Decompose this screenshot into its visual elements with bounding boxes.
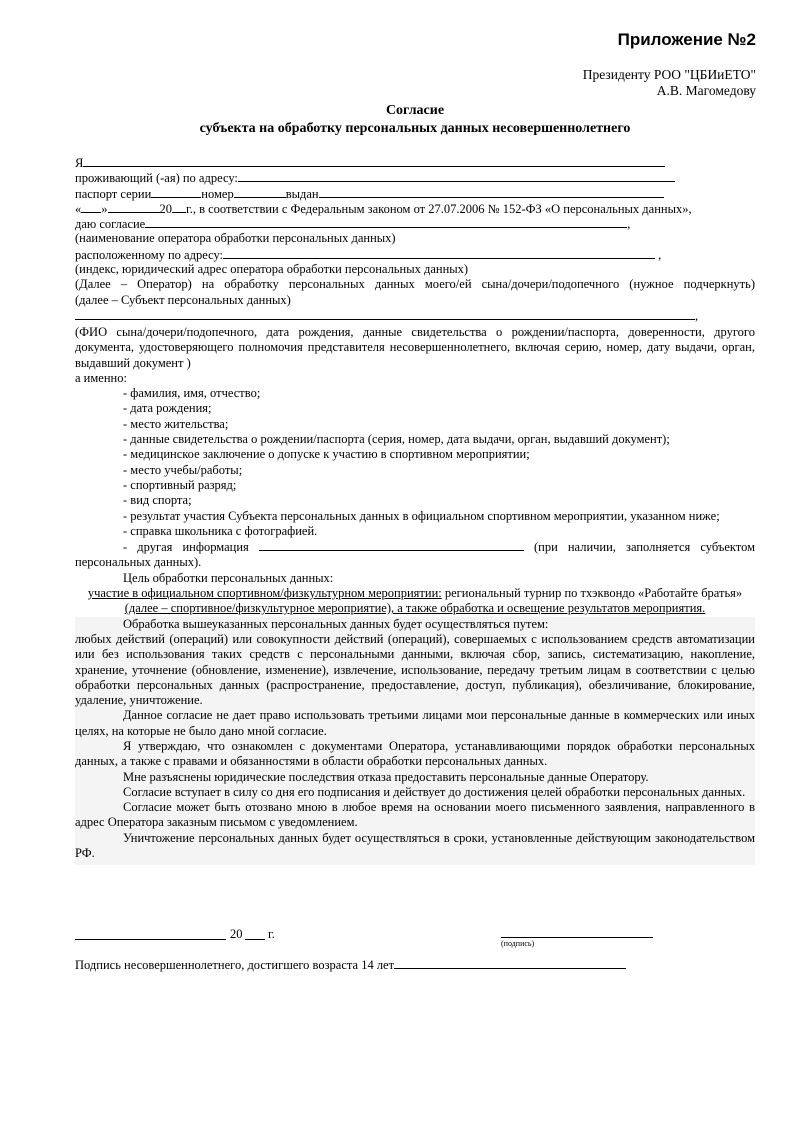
minor-signature-blank[interactable] xyxy=(394,957,626,969)
child-info-row: , xyxy=(75,308,755,325)
acquainted-statement: Я утверждаю, что ознакомлен с документами Оператора, устанавливающими порядок обработки персональных данных, а также с правами и обязанностями в области обработки персональных данных. xyxy=(75,738,755,769)
appendix-label: Приложение №2 xyxy=(617,30,756,49)
date-law-row: « » 20 г., в соответствии с Федеральным законом от 27.07.2006 № 152-ФЗ «О персональных данных», xyxy=(75,201,692,216)
signature-caption: (подпись) xyxy=(501,939,535,948)
revocation-statement: Согласие может быть отозвано мною в любое время на основании моего письменного заявления, направленного в адрес Оператора заказным письмом с уведомлением. xyxy=(75,800,755,830)
purpose-event xyxy=(75,586,755,601)
school-item: - справка школьника с фотографией. xyxy=(123,523,318,538)
data-item: - медицинское заключение о допуске к участию в спортивном мероприятии; xyxy=(123,447,530,462)
other-info-blank[interactable] xyxy=(259,539,524,551)
title-line-1: Согласие xyxy=(385,103,445,118)
data-item: - данные свидетельства о рождении/паспорта (серия, номер, дата выдачи, орган, выдавший документ); xyxy=(123,432,670,447)
data-item: - дата рождения; xyxy=(123,401,212,416)
operator-child-line-2: (далее – Субъект персональных данных) xyxy=(75,292,291,307)
parent-signature-blank[interactable] xyxy=(501,937,653,938)
title-line-2: субъекта на обработку персональных данных несовершеннолетнего xyxy=(199,121,631,136)
name-row: Я xyxy=(75,155,755,170)
passport-series-blank[interactable] xyxy=(151,186,201,198)
signature-year-prefix: 20 xyxy=(230,927,243,941)
signature-year-blank[interactable] xyxy=(245,939,265,940)
addressee xyxy=(583,67,756,99)
addressee-line-2: А.В. Магомедову xyxy=(656,83,756,98)
purpose-event-underlined: участие в официальном спортивном/физкультурном мероприятии: xyxy=(87,586,442,601)
validity-statement: Согласие вступает в силу со дня его подписания и действует до достижения целей обработки персональных данных. xyxy=(123,784,746,799)
operator-child-line-1: (Далее – Оператор) на обработку персональных данных моего/ей сына/дочери/подопечного (нужное подчеркнуть) xyxy=(75,277,755,292)
operator-address-row: расположенному по адресу: , xyxy=(75,247,662,262)
no-commercial-use: Данное согласие не дает право использовать третьими лицами мои персональные данные в коммерческих или иных целях, на которые не было дано мной согласие. xyxy=(75,708,755,738)
minor-signature-row: Подпись несовершеннолетнего, достигшего возраста 14 лет xyxy=(75,957,626,973)
destruction-statement: Уничтожение персональных данных будет осуществляться в сроки, установленные действующим законодательством РФ. xyxy=(75,830,755,861)
namely-label: а именно: xyxy=(75,370,127,385)
purpose-heading: Цель обработки персональных данных: xyxy=(123,570,334,585)
purpose-event-name: региональный турнир по тхэквондо «Работайте братья» xyxy=(441,586,743,601)
data-item: - место учебы/работы; xyxy=(123,462,243,477)
result-item: - результат участия Субъекта персональных данных в официальном спортивном мероприятии, указанном ниже; xyxy=(123,508,720,523)
day-blank[interactable] xyxy=(81,201,101,213)
data-item: - фамилия, имя, отчество; xyxy=(123,386,261,401)
signature-row xyxy=(75,927,755,957)
operator-address-hint: (индекс, юридический адрес оператора обработки персональных данных) xyxy=(75,262,469,277)
operator-address-blank[interactable] xyxy=(223,247,655,259)
passport-row: паспорт серии номер выдан xyxy=(75,186,755,201)
operator-name-blank[interactable] xyxy=(145,216,627,228)
data-item: - спортивный разряд; xyxy=(123,477,237,492)
signature-year-suffix: г. xyxy=(268,927,275,941)
document-title xyxy=(75,102,755,138)
processing-actions: любых действий (операций) или совокупности действий (операций), совершаемых с использованием средств автоматизации или без использования таких средств с персональными данными, включая сбор, запись, систематизацию, накопление, хранение, уточнение (обновление, изменение), извлечение, использование, передачу третьим лицам в соответствии с целью обработки персональных данных (распространение, предоставление, доступ, публикация), обезличивание, блокирование, удаление, уничтожение. xyxy=(75,631,755,708)
addressee-line-1: Президенту РОО "ЦБИиЕТО" xyxy=(582,67,756,82)
child-info-hint: (ФИО сына/дочери/подопечного, дата рождения, данные свидетельства о рождении/паспорта, доверенности, другого документа, удостоверяющего полномочия представителя несовершеннолетнего, включая серию, номер, дату выдачи, орган, выдавший документ ) xyxy=(75,324,755,370)
operator-name-hint: (наименование оператора обработки персональных данных) xyxy=(75,231,396,246)
consequences-statement: Мне разъяснены юридические последствия отказа предоставить персональные данные Оператору. xyxy=(123,769,649,784)
processing-intro: Обработка вышеуказанных персональных данных будет осуществляться путем: xyxy=(123,616,549,631)
date-blank[interactable] xyxy=(75,939,226,940)
month-blank[interactable] xyxy=(108,201,160,213)
data-item: - вид спорта; xyxy=(123,493,192,508)
data-items-list xyxy=(75,386,755,508)
data-item: - место жительства; xyxy=(123,416,229,431)
consent-body xyxy=(75,155,755,865)
other-info-item: - другая информация (при наличии, заполняется субъектом персональных данных). xyxy=(75,540,756,570)
year-blank[interactable] xyxy=(172,201,186,213)
passport-number-blank[interactable] xyxy=(234,186,286,198)
terms-section xyxy=(75,617,755,866)
address-blank[interactable] xyxy=(238,170,675,182)
address-row: проживающий (-ая) по адресу: xyxy=(75,170,755,185)
consent-operator-row: даю согласие , xyxy=(75,217,631,232)
purpose-event-tail: (далее – спортивное/физкультурное мероприятие), а также обработка и освещение результатов мероприятия. xyxy=(124,601,706,616)
child-info-blank[interactable] xyxy=(75,308,695,320)
passport-issued-blank[interactable] xyxy=(319,186,664,198)
full-name-blank[interactable] xyxy=(83,155,665,167)
